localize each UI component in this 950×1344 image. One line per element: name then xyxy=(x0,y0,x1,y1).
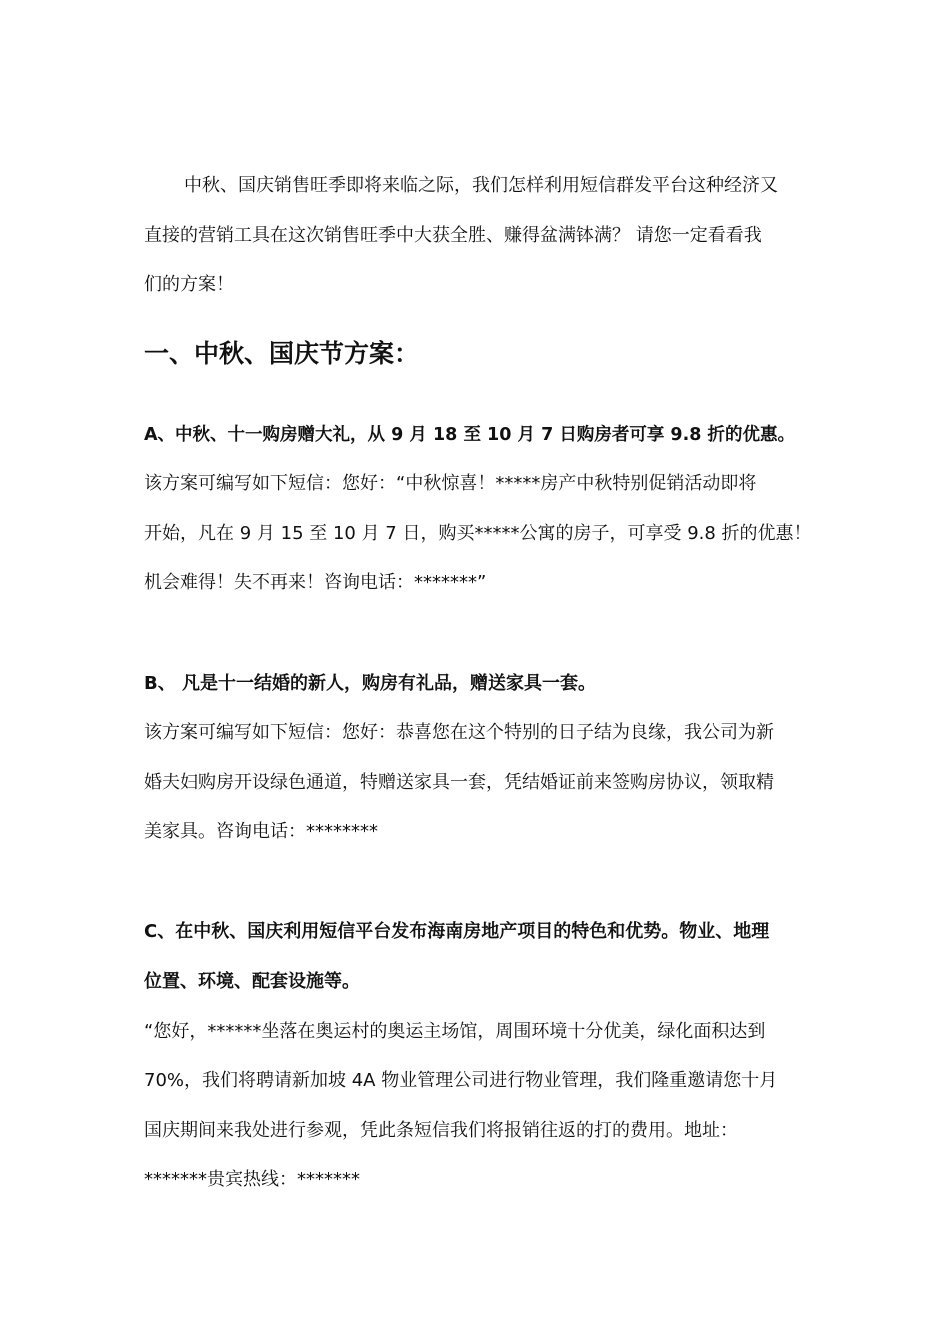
section-b-body-line-2: 婚夫妇购房开设绿色通道，特赠送家具一套，凭结婚证前来签购房协议，领取精 xyxy=(144,772,774,793)
section-c-body-line-1: “您好，******坐落在奥运村的奥运主场馆，周围环境十分优美，绿化面积达到 xyxy=(144,1021,766,1042)
section-a-title: A、中秋、十一购房赠大礼，从 9 月 18 至 10 月 7 日购房者可享 9.8 折的优惠。 xyxy=(144,425,796,445)
section-c-title-line-2: 位置、环境、配套设施等。 xyxy=(144,971,360,992)
section-c-body-line-3: 国庆期间来我处进行参观，凭此条短信我们将报销往返的打的费用。地址： xyxy=(144,1120,738,1141)
section-c-title-line-1: C、在中秋、国庆利用短信平台发布海南房地产项目的特色和优势。物业、地理 xyxy=(144,921,770,942)
section-c-body-line-4: *******贵宾热线：******* xyxy=(144,1169,360,1190)
section-c-body-line-2: 70%，我们将聘请新加坡 4A 物业管理公司进行物业管理，我们隆重邀请您十月 xyxy=(144,1070,778,1091)
section-a-body-line-3: 机会难得！失不再来！咨询电话：*******” xyxy=(144,572,487,593)
section-b-title: B、 凡是十一结婚的新人，购房有礼品，赠送家具一套。 xyxy=(144,673,596,694)
section-a-body-line-1: 该方案可编写如下短信：您好：“中秋惊喜！*****房产中秋特别促销活动即将 xyxy=(144,473,757,494)
section-b-body-line-3: 美家具。咨询电话：******** xyxy=(144,821,378,842)
intro-line-3: 们的方案！ xyxy=(144,274,234,295)
section-b-body-line-1: 该方案可编写如下短信：您好：恭喜您在这个特别的日子结为良缘，我公司为新 xyxy=(144,722,774,743)
section-a-body-line-2: 开始，凡在 9 月 15 至 10 月 7 日，购买*****公寓的房子，可享受 9.8 折的优惠！ xyxy=(144,523,812,544)
intro-line-2: 直接的营销工具在这次销售旺季中大获全胜、赚得盆满钵满？ 请您一定看看我 xyxy=(144,225,762,246)
section-heading: 一、中秋、国庆节方案： xyxy=(144,339,420,368)
intro-line-1: 中秋、国庆销售旺季即将来临之际，我们怎样利用短信群发平台这种经济又 xyxy=(184,175,778,196)
